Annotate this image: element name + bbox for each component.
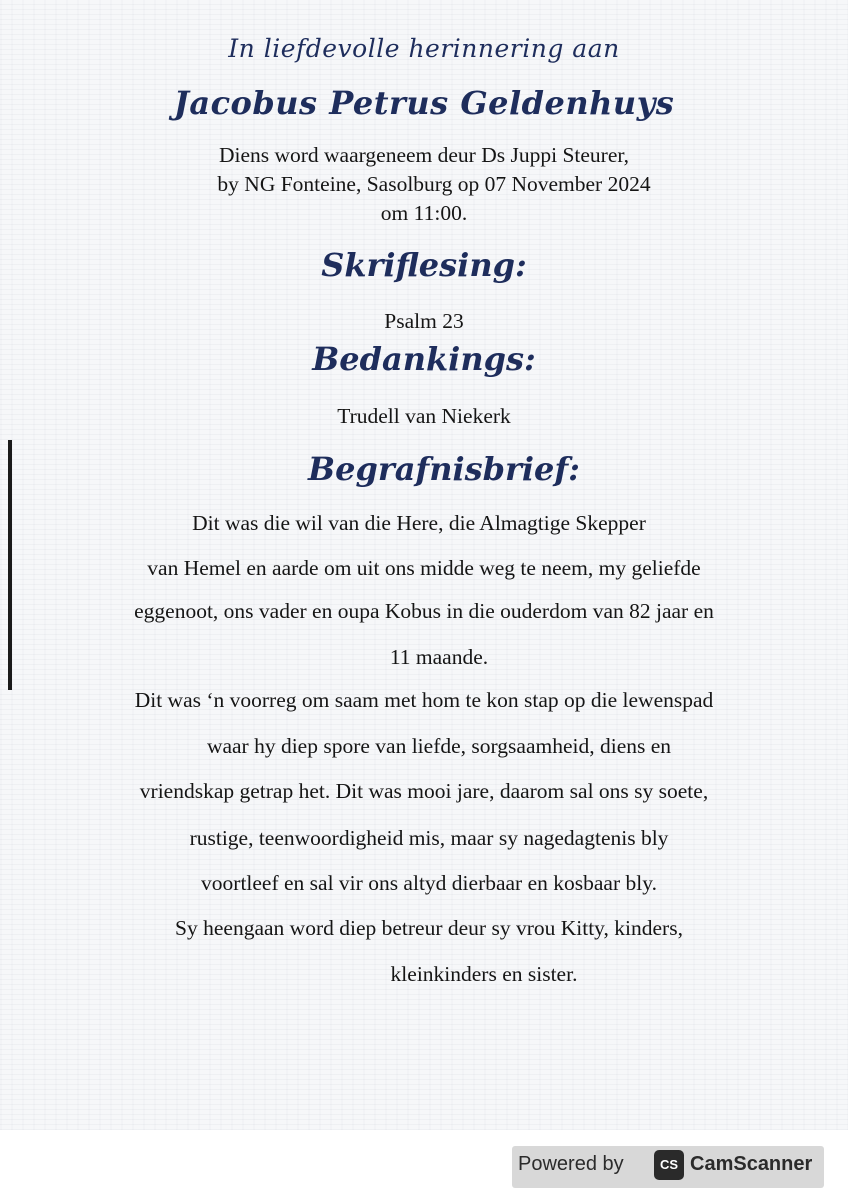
service-line-1: Diens word waargeneem deur Ds Juppi Steurer, — [218, 143, 630, 167]
letter-heading: Begrafnisbrief: — [308, 450, 580, 488]
camscanner-brand: CamScanner — [690, 1153, 813, 1175]
scripture-heading: Skriflesing: — [321, 246, 527, 284]
letter-line: Dit was ‘n voorreg om saam met hom te kon stap op die lewenspad — [134, 688, 714, 712]
letter-line: kleinkinders en sister. — [390, 962, 578, 986]
service-line-3: om 11:00. — [380, 201, 468, 225]
letter-line: voortleef en sal vir ons altyd dierbaar en kosbaar bly. — [201, 871, 657, 895]
letter-line: 11 maande. — [389, 645, 489, 669]
scripture-text: Psalm 23 — [384, 309, 464, 333]
letter-line: van Hemel en aarde om uit ons midde weg te neem, my geliefde — [147, 556, 701, 580]
letter-line: vriendskap getrap het. Dit was mooi jare, daarom sal ons sy soete, — [139, 779, 709, 803]
thanks-text: Trudell van Niekerk — [337, 404, 511, 428]
letter-line: waar hy diep spore van liefde, sorgsaamheid, diens en — [206, 734, 672, 758]
service-line-2: by NG Fonteine, Sasolburg op 07 November 2024 — [217, 172, 651, 196]
letter-line: Sy heengaan word diep betreur deur sy vrou Kitty, kinders, — [175, 916, 683, 940]
letter-line: eggenoot, ons vader en oupa Kobus in die ouderdom van 82 jaar en — [134, 599, 714, 623]
intro-text: In liefdevolle herinnering aan — [228, 34, 620, 63]
camscanner-logo-icon: CS — [654, 1150, 684, 1180]
letter-line: Dit was die wil van die Here, die Almagtige Skepper — [192, 511, 646, 535]
letter-line: rustige, teenwoordigheid mis, maar sy nagedagtenis bly — [189, 826, 669, 850]
thanks-heading: Bedankings: — [312, 340, 536, 378]
powered-by-text: Powered by — [518, 1153, 624, 1175]
deceased-name: Jacobus Petrus Geldenhuys — [173, 84, 675, 122]
